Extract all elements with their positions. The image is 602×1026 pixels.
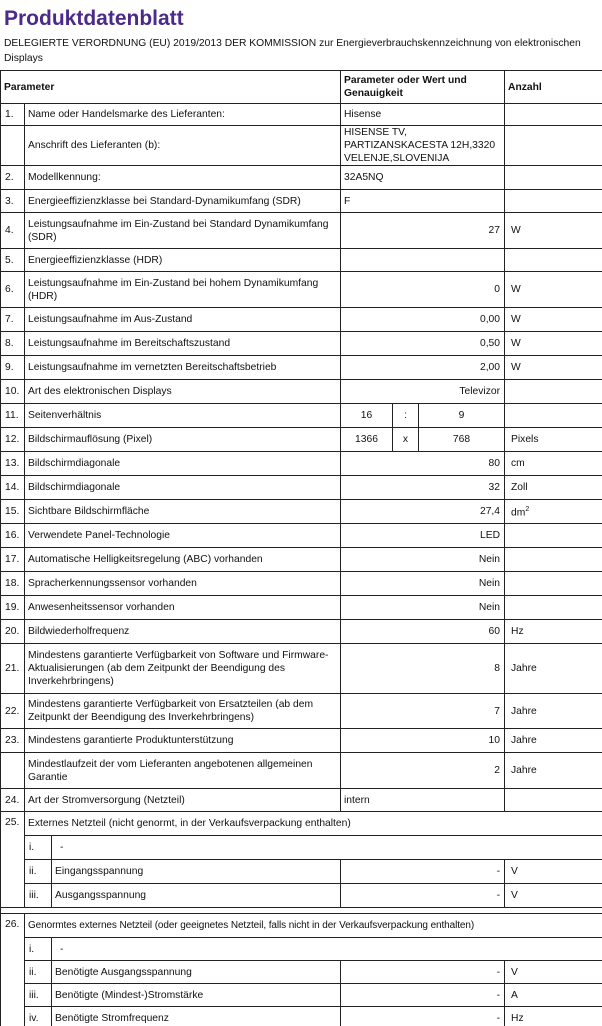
header-value: Parameter oder Wert und Genauigkeit [341, 71, 505, 104]
row-unit: W [505, 272, 602, 308]
table-row [1, 272, 602, 308]
table-row [1, 961, 602, 984]
row-value: 0,00 [341, 308, 505, 332]
table-row [1, 190, 602, 213]
row-label: Art der Stromversorgung (Netzteil) [25, 789, 341, 812]
row-label: Verwendete Panel-Technologie [25, 524, 341, 548]
ratio-width: 16 [341, 404, 393, 428]
row-value: 8 [341, 644, 505, 694]
row-label: Bildschirmdiagonale [25, 476, 341, 500]
sub-row-label: Benötigte Stromfrequenz [52, 1007, 341, 1026]
table-row [1, 452, 602, 476]
row-unit: A [505, 984, 602, 1007]
table-row [1, 166, 602, 190]
ratio-separator: : [393, 404, 419, 428]
row-value [341, 249, 505, 272]
table-row [1, 860, 602, 884]
row-value: 7 [341, 694, 505, 729]
sub-row-label: Benötigte Ausgangsspannung [52, 961, 341, 984]
sub-row-number: iv. [25, 1007, 52, 1026]
row-unit: W [505, 356, 602, 380]
table-row [1, 884, 602, 908]
row-label: Leistungsaufnahme im Ein-Zustand bei Standard Dynamikumfang (SDR) [25, 213, 341, 249]
sub-row-number: ii. [25, 961, 52, 984]
sub-row-number: iii. [25, 884, 52, 908]
row-number: 24. [1, 789, 25, 812]
row-value: 2 [341, 753, 505, 789]
row-number [1, 753, 25, 789]
row-label: Automatische Helligkeitsregelung (ABC) vorhanden [25, 548, 341, 572]
row-value: 0,50 [341, 332, 505, 356]
table-row [1, 1007, 602, 1026]
table-row [1, 914, 602, 938]
row-label: Bildwiederholfrequenz [25, 620, 341, 644]
table-row [1, 644, 602, 694]
row-label: Name oder Handelsmarke des Lieferanten: [25, 104, 341, 126]
table-row [1, 596, 602, 620]
row-value: 27 [341, 213, 505, 249]
row-unit: Jahre [505, 694, 602, 729]
row-unit: cm [505, 452, 602, 476]
row-unit [505, 380, 602, 404]
row-number: 10. [1, 380, 25, 404]
row-unit: Jahre [505, 753, 602, 789]
row-unit: Jahre [505, 644, 602, 694]
row-value: intern [341, 789, 505, 812]
row-label: Leistungsaufnahme im Bereitschaftszustand [25, 332, 341, 356]
row-label: Spracherkennungssensor vorhanden [25, 572, 341, 596]
header-count: Anzahl [505, 71, 602, 104]
row-label: Leistungsaufnahme im Ein-Zustand bei hohem Dynamikumfang (HDR) [25, 272, 341, 308]
row-unit: V [505, 884, 602, 908]
row-unit: W [505, 332, 602, 356]
row-unit [505, 572, 602, 596]
table-row [1, 476, 602, 500]
table-row [1, 694, 602, 729]
row-label: Genormtes externes Netzteil (oder geeignetes Netzteil, falls nicht in der Verkaufsverpackung enthalten) [25, 914, 602, 938]
row-label: Seitenverhältnis [25, 404, 341, 428]
row-number: 6. [1, 272, 25, 308]
row-value: Televizor [341, 380, 505, 404]
row-number: 15. [1, 500, 25, 524]
row-unit [505, 249, 602, 272]
row-number: 5. [1, 249, 25, 272]
header-parameter: Parameter [1, 71, 341, 104]
row-unit: V [505, 961, 602, 984]
table-row [1, 308, 602, 332]
row-number: 1. [1, 104, 25, 126]
sub-row-label: - [52, 836, 602, 860]
row-value: 27,4 [341, 500, 505, 524]
row-number: 19. [1, 596, 25, 620]
table-row [1, 104, 602, 126]
row-value: - [341, 1007, 505, 1026]
row-unit: V [505, 860, 602, 884]
row-label: Modellkennung: [25, 166, 341, 190]
row-number: 12. [1, 428, 25, 452]
table-row [1, 404, 602, 428]
row-number: 7. [1, 308, 25, 332]
row-value: - [341, 884, 505, 908]
table-row [1, 332, 602, 356]
row-label: Mindestens garantierte Verfügbarkeit von Software und Firmware-Aktualisierungen (ab dem Zeitpunkt der Beendigung des Inverkehrbringens) [25, 644, 341, 694]
table-row [1, 213, 602, 249]
row-label: Mindestlaufzeit der vom Lieferanten angebotenen allgemeinen Garantie [25, 753, 341, 789]
row-unit [505, 104, 602, 126]
row-number [1, 126, 25, 166]
sub-row-label: - [52, 938, 602, 961]
table-row [1, 938, 602, 961]
table-header-row [1, 71, 602, 104]
row-label: Bildschirmauflösung (Pixel) [25, 428, 341, 452]
row-number: 26. [1, 914, 25, 1026]
row-label: Anschrift des Lieferanten (b): [25, 126, 341, 166]
row-number: 2. [1, 166, 25, 190]
row-unit [505, 548, 602, 572]
sub-row-label: Benötigte (Mindest-)Stromstärke [52, 984, 341, 1007]
row-number: 18. [1, 572, 25, 596]
row-number: 22. [1, 694, 25, 729]
row-unit: Jahre [505, 729, 602, 753]
row-number: 11. [1, 404, 25, 428]
row-value: Hisense [341, 104, 505, 126]
row-value: LED [341, 524, 505, 548]
row-unit [505, 524, 602, 548]
row-label: Energieeffizienzklasse bei Standard-Dynamikumfang (SDR) [25, 190, 341, 213]
row-unit: W [505, 308, 602, 332]
sub-row-number: i. [25, 938, 52, 961]
table-row [1, 984, 602, 1007]
row-unit [505, 190, 602, 213]
table-row [1, 356, 602, 380]
ratio-height: 9 [419, 404, 505, 428]
row-value: 32A5NQ [341, 166, 505, 190]
row-label: Leistungsaufnahme im vernetzten Bereitschaftsbetrieb [25, 356, 341, 380]
row-value: 32 [341, 476, 505, 500]
row-unit: Hz [505, 1007, 602, 1026]
table-row [1, 620, 602, 644]
row-value: 2,00 [341, 356, 505, 380]
product-data-table [0, 70, 602, 1026]
row-value: - [341, 961, 505, 984]
row-label: Mindestens garantierte Produktunterstützung [25, 729, 341, 753]
sub-row-label: Ausgangsspannung [52, 884, 341, 908]
row-number: 25. [1, 812, 25, 908]
table-row [1, 249, 602, 272]
sub-row-number: ii. [25, 860, 52, 884]
row-unit [505, 404, 602, 428]
row-label: Anwesenheitssensor vorhanden [25, 596, 341, 620]
row-label: Leistungsaufnahme im Aus-Zustand [25, 308, 341, 332]
row-number: 8. [1, 332, 25, 356]
row-number: 20. [1, 620, 25, 644]
unit-exponent: 2 [525, 506, 530, 514]
table-row [1, 428, 602, 452]
row-label: Sichtbare Bildschirmfläche [25, 500, 341, 524]
row-value: - [341, 984, 505, 1007]
row-value: HISENSE TV, PARTIZANSKACESTA 12H,3320 VELENJE,SLOVENIJA [341, 126, 505, 166]
row-unit [505, 596, 602, 620]
sub-row-label: Eingangsspannung [52, 860, 341, 884]
table-row [1, 380, 602, 404]
row-value: F [341, 190, 505, 213]
page-title: Produktdatenblatt [4, 7, 184, 30]
row-label: Energieeffizienzklasse (HDR) [25, 249, 341, 272]
sub-row-number: i. [25, 836, 52, 860]
row-number: 9. [1, 356, 25, 380]
table-row [1, 836, 602, 860]
table-row [1, 572, 602, 596]
row-unit: W [505, 213, 602, 249]
row-unit: Hz [505, 620, 602, 644]
row-number: 23. [1, 729, 25, 753]
row-label: Bildschirmdiagonale [25, 452, 341, 476]
row-number: 17. [1, 548, 25, 572]
resolution-height: 768 [419, 428, 505, 452]
row-number: 4. [1, 213, 25, 249]
unit-text: dm [511, 507, 526, 519]
row-value: Nein [341, 572, 505, 596]
row-value: Nein [341, 548, 505, 572]
row-value: - [341, 860, 505, 884]
row-number: 21. [1, 644, 25, 694]
table-row [1, 753, 602, 789]
regulation-intro: DELEGIERTE VERORDNUNG (EU) 2019/2013 DER KOMMISSION zur Energieverbrauchskennzeichnung von elektronischen Displays [4, 38, 581, 64]
row-value: 60 [341, 620, 505, 644]
row-unit: Pixels [505, 428, 602, 452]
row-unit [505, 166, 602, 190]
row-value: 10 [341, 729, 505, 753]
resolution-width: 1366 [341, 428, 393, 452]
row-value: 80 [341, 452, 505, 476]
table-row [1, 500, 602, 524]
row-label: Art des elektronischen Displays [25, 380, 341, 404]
sub-row-number: iii. [25, 984, 52, 1007]
table-row [1, 548, 602, 572]
row-value: Nein [341, 596, 505, 620]
table-row [1, 789, 602, 812]
row-label: Mindestens garantierte Verfügbarkeit von Ersatzteilen (ab dem Zeitpunkt der Beendigung des Inverkehrbringens) [25, 694, 341, 729]
row-unit [505, 789, 602, 812]
table-row [1, 126, 602, 166]
table-row [1, 524, 602, 548]
row-value: 0 [341, 272, 505, 308]
table-row [1, 812, 602, 836]
row-number: 16. [1, 524, 25, 548]
row-number: 3. [1, 190, 25, 213]
table-row [1, 729, 602, 753]
row-unit [505, 500, 602, 524]
resolution-separator: x [393, 428, 419, 452]
row-number: 14. [1, 476, 25, 500]
row-label: Externes Netzteil (nicht genormt, in der Verkaufsverpackung enthalten) [25, 812, 602, 836]
row-unit: Zoll [505, 476, 602, 500]
row-number: 13. [1, 452, 25, 476]
row-unit [505, 126, 602, 166]
